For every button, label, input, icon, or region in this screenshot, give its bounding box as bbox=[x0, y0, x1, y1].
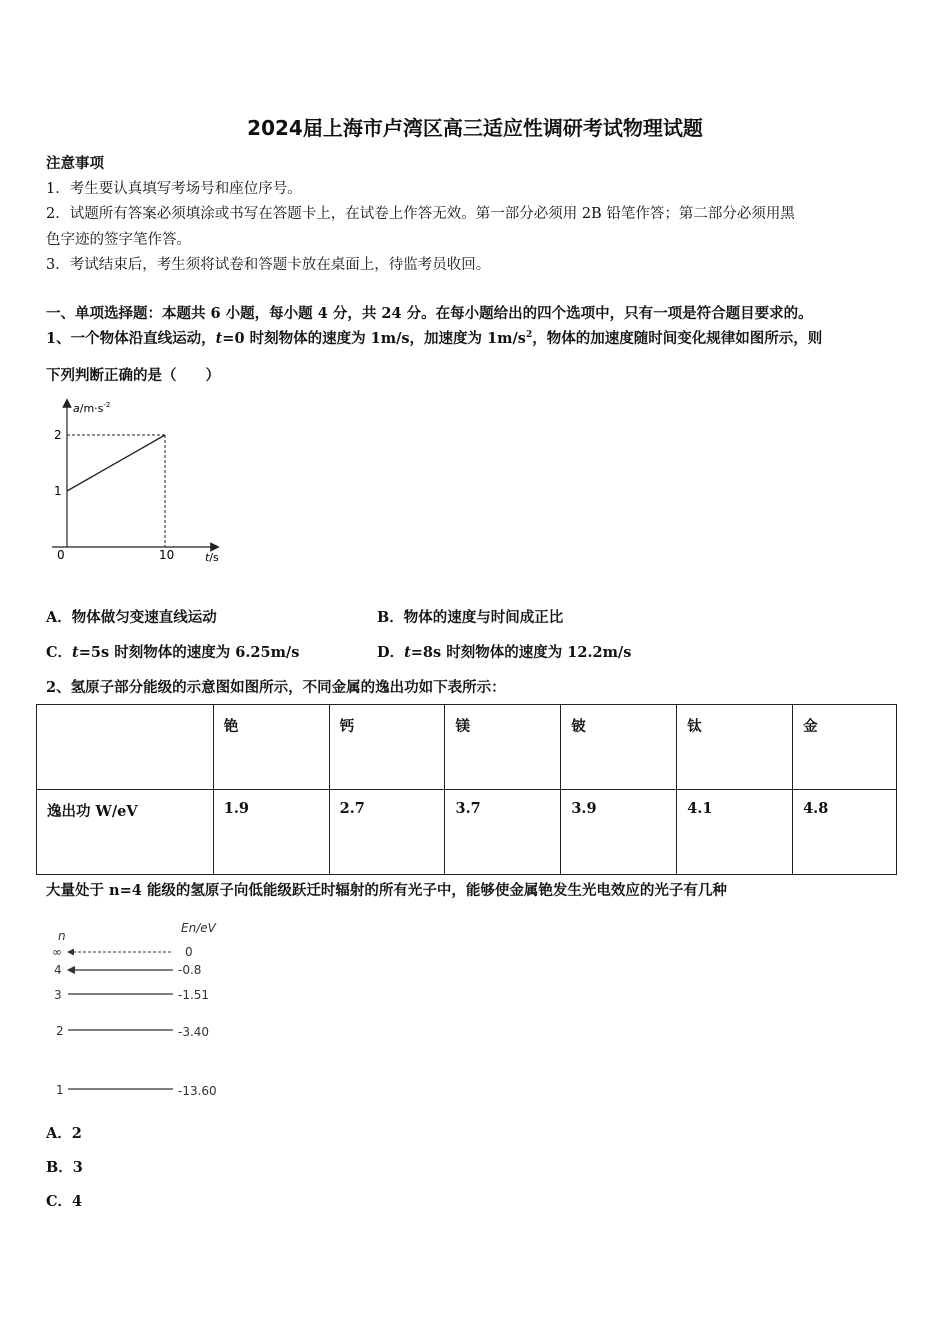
q1-stem-line2: 下列判断正确的是（ ） bbox=[46, 367, 220, 384]
table-header-cell: 钙 bbox=[329, 705, 445, 790]
table-header-cell: 金 bbox=[793, 705, 897, 790]
series-line-a bbox=[67, 435, 165, 491]
table-cell: 3.7 bbox=[445, 790, 561, 875]
level-energy: 0 bbox=[185, 945, 193, 959]
table-cell: 4.8 bbox=[793, 790, 897, 875]
table-header-row bbox=[37, 705, 897, 790]
table-cell: 2.7 bbox=[329, 790, 445, 875]
level-n: 3 bbox=[54, 988, 62, 1002]
table-header-cell: 铯 bbox=[213, 705, 329, 790]
x-tick-label: 0 bbox=[57, 548, 65, 562]
table-cell: 4.1 bbox=[677, 790, 793, 875]
level-energy: -3.40 bbox=[178, 1025, 210, 1039]
x-tick-label: 10 bbox=[159, 548, 175, 562]
page-title: 2024届上海市卢湾区高三适应性调研考试物理试题 bbox=[247, 116, 703, 140]
level-energy: -1.51 bbox=[178, 988, 210, 1002]
section-heading: 一、单项选择题：本题共 6 小题，每小题 4 分，共 24 分。在每小题给出的四个选项中，只有一项是符合题目要求的。 bbox=[46, 305, 813, 322]
q2-intro: 2、氢原子部分能级的示意图如图所示，不同金属的逸出功如下表所示： bbox=[46, 679, 506, 696]
level-n: 1 bbox=[56, 1083, 64, 1097]
table-row bbox=[37, 790, 897, 875]
q2-question: 大量处于 n=4 能级的氢原子向低能级跃迁时辐射的所有光子中，能够使金属铯发生光电效应的光子有几种 bbox=[46, 882, 727, 899]
y-tick-label: 1 bbox=[54, 484, 62, 498]
x-axis-label: t/s bbox=[205, 551, 219, 564]
work-function-table bbox=[36, 704, 897, 875]
q1-option-a[interactable]: A．物体做匀变速直线运动 bbox=[46, 609, 217, 626]
level-n: 2 bbox=[56, 1024, 64, 1038]
q1-stem-line1: 1、一个物体沿直线运动，t=0 时刻物体的速度为 1m/s，加速度为 $1m/s^2$，物体的加速度随时间变化规律如图所示，则 bbox=[46, 330, 823, 347]
table-header-cell: 镁 bbox=[445, 705, 561, 790]
q2-option-a[interactable]: A．2 bbox=[46, 1125, 82, 1142]
table-header-cell: 钛 bbox=[677, 705, 793, 790]
level-n: 4 bbox=[54, 963, 62, 977]
q1-option-b[interactable]: B．物体的速度与时间成正比 bbox=[377, 609, 564, 626]
q1-option-d[interactable]: D．t=8s 时刻物体的速度为 12.2m/s bbox=[377, 644, 632, 661]
table-header-cell: 铍 bbox=[561, 705, 677, 790]
table-cell: 1.9 bbox=[213, 790, 329, 875]
q2-option-b[interactable]: B．3 bbox=[46, 1159, 83, 1176]
q1-option-c[interactable]: C．t=5s 时刻物体的速度为 6.25m/s bbox=[46, 644, 300, 661]
notice-heading: 注意事项 bbox=[46, 155, 104, 172]
energy-label: En/eV bbox=[181, 921, 216, 935]
level-energy: -13.60 bbox=[178, 1084, 217, 1098]
n-label: n bbox=[58, 929, 66, 943]
acceleration-time-graph bbox=[40, 395, 240, 575]
y-tick-label: 2 bbox=[54, 428, 62, 442]
table-row-label: 逸出功 W/eV bbox=[37, 790, 214, 875]
level-n: ∞ bbox=[52, 945, 62, 959]
notice-item: 3．考试结束后，考生须将试卷和答题卡放在桌面上，待监考员收回。 bbox=[46, 257, 491, 273]
notice-item: 色字迹的签字笔作答。 bbox=[46, 232, 191, 248]
level-energy: -0.8 bbox=[178, 963, 202, 977]
notice-item: 2．试题所有答案必须填涂或书写在答题卡上，在试卷上作答无效。第一部分必须用 2B 铅笔作答；第二部分必须用黑 bbox=[46, 206, 795, 222]
y-axis-label: $a/m\cdot s^{-2}$ bbox=[73, 401, 111, 415]
table-cell-empty bbox=[37, 705, 214, 790]
q2-option-c[interactable]: C．4 bbox=[46, 1193, 83, 1210]
notice-item: 1．考生要认真填写考场号和座位序号。 bbox=[46, 181, 302, 197]
energy-level-diagram bbox=[48, 912, 248, 1107]
table-cell: 3.9 bbox=[561, 790, 677, 875]
